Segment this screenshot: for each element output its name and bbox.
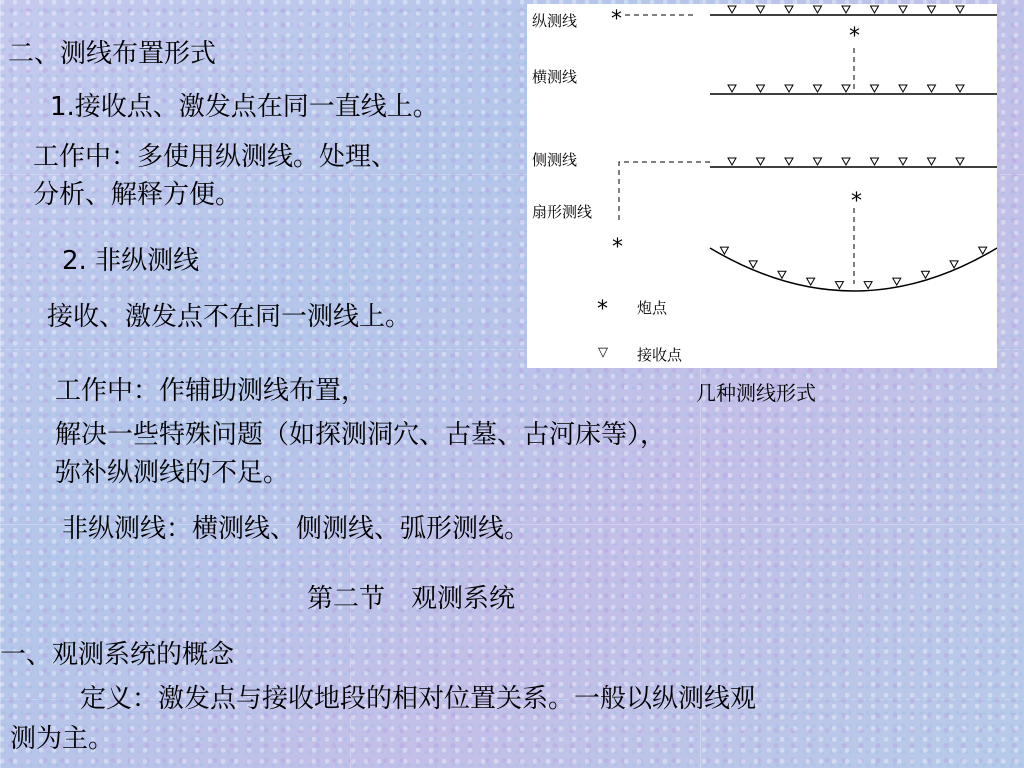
shot-icon-longitudinal: * [611, 7, 622, 32]
receiver-icon [871, 158, 879, 165]
receiver-icon [899, 6, 907, 13]
receiver-icon [757, 85, 765, 92]
label-fan: 扇形测线 [532, 203, 593, 221]
receiver-icon [728, 85, 736, 92]
receiver-icon [864, 282, 872, 289]
receiver-icon [842, 6, 850, 13]
heading-observation-system: 一、观测系统的概念 [0, 640, 235, 670]
legend-receiver-label: 接收点 [637, 346, 683, 364]
legend-receiver-icon: ▽ [598, 345, 608, 360]
receiver-icon [956, 6, 964, 13]
work-line-3: 弥补纵测线的不足。 [55, 458, 290, 488]
receiver-icon [757, 158, 765, 165]
receiver-icon [778, 271, 786, 278]
receiver-icon [871, 85, 879, 92]
label-lateral: 侧测线 [532, 151, 578, 169]
work-line-2: 解决一些特殊问题（如探测洞穴、古墓、古河床等）， [55, 420, 667, 450]
item-1-collinear: 1.接收点、激发点在同一直线上。 [50, 92, 439, 122]
receiver-icon [956, 158, 964, 165]
item-2-non-longitudinal: 2. 非纵测线 [62, 246, 200, 276]
legend-shot-label: 炮点 [637, 299, 668, 317]
diagram-caption: 几种测线形式 [696, 381, 816, 405]
receiver-icon [785, 158, 793, 165]
receiver-icon [835, 282, 843, 289]
receiver-icon [749, 261, 757, 268]
receiver-icon [814, 6, 822, 13]
legend-shot-icon: * [597, 297, 608, 322]
receiver-icon [785, 6, 793, 13]
label-longitudinal: 纵测线 [532, 12, 578, 30]
heading-survey-line-layout: 二、测线布置形式 [8, 39, 217, 69]
receiver-icon [728, 158, 736, 165]
receiver-icon [928, 85, 936, 92]
receiver-icon [899, 158, 907, 165]
receiver-icon [728, 6, 736, 13]
receiver-icon [720, 247, 728, 254]
receiver-icon [956, 85, 964, 92]
receiver-icon [893, 278, 901, 285]
receiver-icon [785, 85, 793, 92]
label-transverse: 横测线 [532, 68, 578, 86]
receiver-icon [928, 6, 936, 13]
receiver-icon [842, 85, 850, 92]
definition-line-2: 测为主。 [10, 724, 115, 754]
receiver-icon [757, 6, 765, 13]
receiver-icon [979, 247, 987, 254]
section-title: 第二节 观测系统 [307, 584, 516, 614]
receiver-icon [814, 85, 822, 92]
receiver-icon [807, 278, 815, 285]
receiver-icon [921, 271, 929, 278]
item-2-desc: 接收、激发点不在同一测线上。 [47, 302, 412, 332]
shot-icon-fan: * [851, 189, 862, 214]
shot-icon-transverse: * [849, 24, 860, 49]
work-line-1: 工作中：作辅助测线布置， [55, 376, 368, 406]
non-longitudinal-list: 非纵测线：横测线、侧测线、弧形测线。 [62, 514, 531, 544]
receiver-icon [842, 158, 850, 165]
lateral-offset-dash [619, 162, 710, 224]
receiver-icon [950, 261, 958, 268]
definition-line-1: 定义：激发点与接收地段的相对位置关系。一般以纵测线观 [80, 684, 757, 714]
receiver-icon [871, 6, 879, 13]
survey-line-diagram [527, 4, 997, 368]
shot-icon-lateral: * [612, 235, 623, 260]
receiver-icon [928, 158, 936, 165]
item-1-desc-line2: 分析、解释方便。 [33, 180, 242, 210]
receiver-icon [899, 85, 907, 92]
receiver-icon [814, 158, 822, 165]
item-1-desc-line1: 工作中：多使用纵测线。处理、 [33, 142, 398, 172]
